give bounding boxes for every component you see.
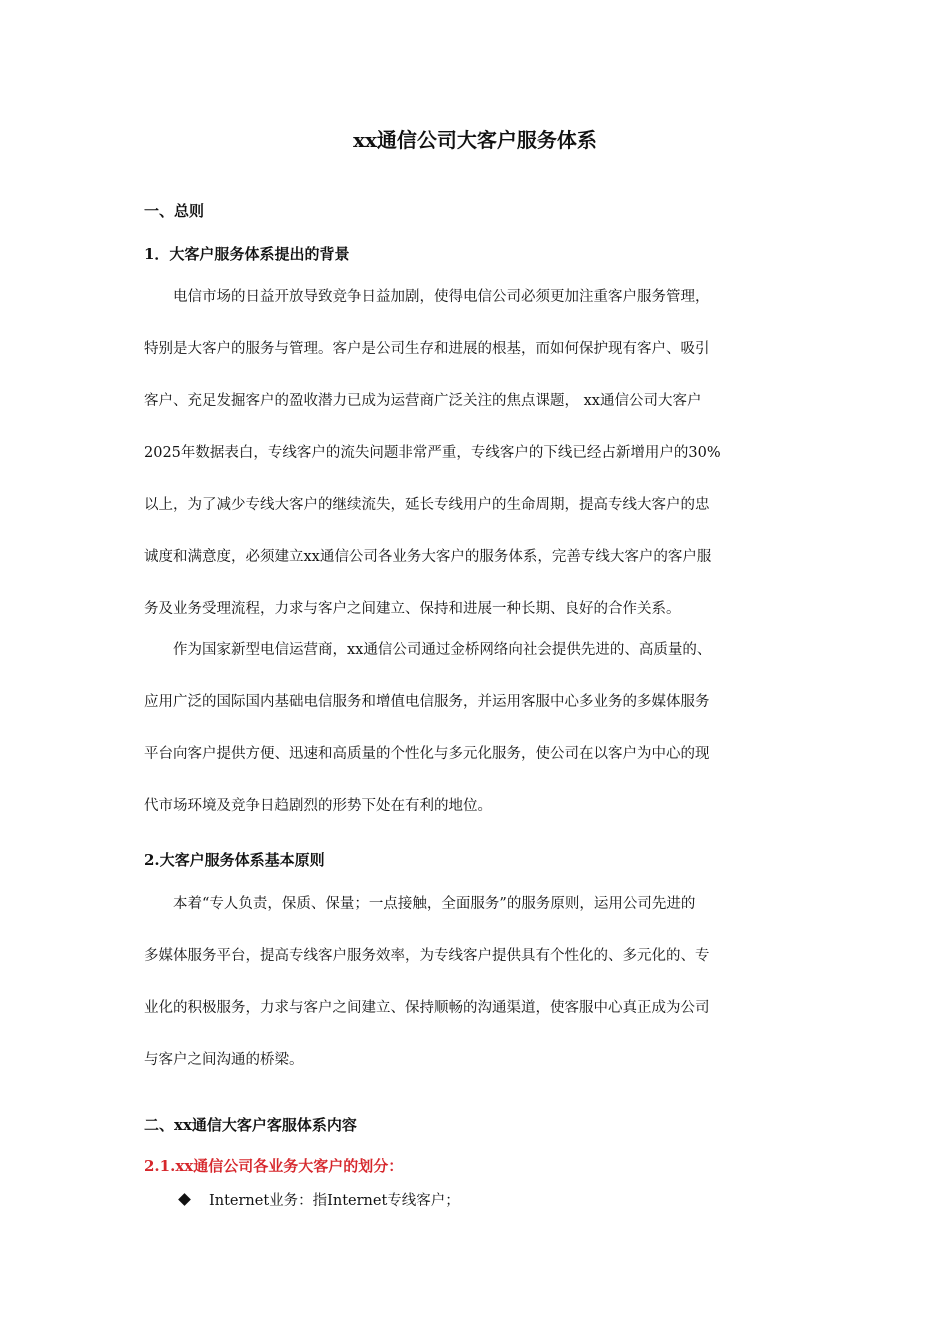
diamond-bullet-icon	[178, 1193, 191, 1206]
paragraph-line: 本着“专人负责，保质、保量；一点接触，全面服务”的服务原则，运用公司先进的	[144, 896, 696, 912]
paragraph-line: 电信市场的日益开放导致竞争日益加剧，使得电信公司必须更加注重客户服务管理，	[144, 289, 710, 305]
bullet-list-item	[180, 1190, 460, 1212]
bullet-text: Internet业务：指Internet专线客户；	[209, 1193, 460, 1209]
paragraph-line: 多媒体服务平台，提高专线客户服务效率，为专线客户提供具有个性化的、多元化的、专	[144, 948, 710, 964]
paragraph-line: 应用广泛的国际国内基础电信服务和增值电信服务，并运用客服中心多业务的多媒体服务	[144, 694, 710, 710]
section-2-heading: 二、xx通信大客户客服体系内容	[144, 1116, 357, 1134]
paragraph-line: 平台向客户提供方便、迅速和高质量的个性化与多元化服务，使公司在以客户为中心的现	[144, 746, 710, 762]
paragraph-line: 特别是大客户的服务与管理。客户是公司生存和进展的根基，而如何保护现有客户、吸引	[144, 341, 710, 357]
subsection-1-2-heading: 2.大客户服务体系基本原则	[144, 851, 325, 869]
paragraph-line: 作为国家新型电信运营商，xx通信公司通过金桥网络向社会提供先进的、高质量的、	[144, 642, 712, 658]
subsection-1-1-heading: 1．大客户服务体系提出的背景	[144, 245, 350, 263]
paragraph-line: 与客户之间沟通的桥梁。	[144, 1052, 304, 1068]
paragraph-line: 代市场环境及竞争日趋剧烈的形势下处在有利的地位。	[144, 798, 492, 814]
paragraph-line: 以上，为了减少专线大客户的继续流失，延长专线用户的生命周期，提高专线大客户的忠	[144, 497, 710, 513]
document-title: xx通信公司大客户服务体系	[353, 128, 597, 152]
paragraph-line: 2025年数据表白，专线客户的流失问题非常严重，专线客户的下线已经占新增用户的30%	[144, 445, 721, 461]
paragraph-line: 务及业务受理流程，力求与客户之间建立、保持和进展一种长期、良好的合作关系。	[144, 601, 681, 617]
subsection-2-1-heading: 2.1.xx通信公司各业务大客户的划分：	[144, 1157, 404, 1175]
paragraph-line: 业化的积极服务，力求与客户之间建立、保持顺畅的沟通渠道，使客服中心真正成为公司	[144, 1000, 710, 1016]
paragraph-line: 客户、充足发掘客户的盈收潜力已成为运营商广泛关注的焦点课题， xx通信公司大客户	[144, 393, 702, 409]
paragraph-line: 诚度和满意度，必须建立xx通信公司各业务大客户的服务体系，完善专线大客户的客户服	[144, 549, 712, 565]
section-1-heading: 一、总则	[144, 202, 205, 220]
